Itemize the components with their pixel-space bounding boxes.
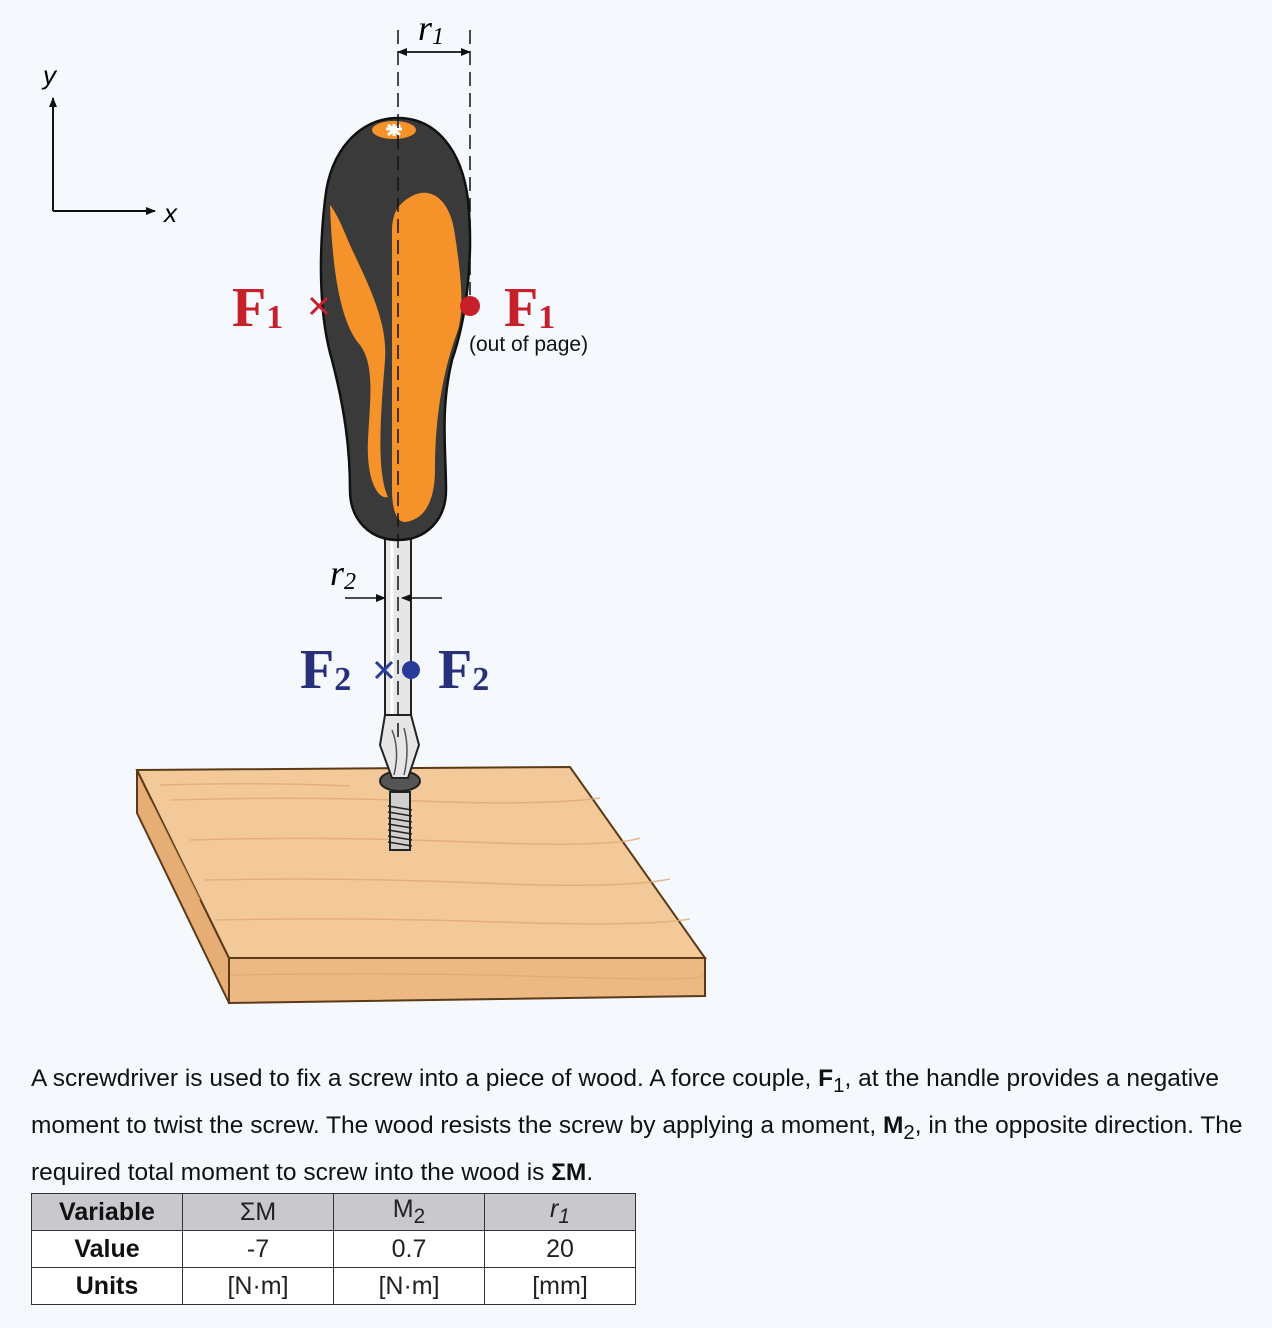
value-r1: 20 [485,1231,636,1268]
value-sum-moment: -7 [183,1231,334,1268]
f1-out-of-page-dot [460,296,480,316]
variables-table [31,1193,636,1305]
unit-r1: [mm] [485,1268,636,1305]
wood-board [137,767,705,1003]
var-sum-moment: ΣM [183,1194,334,1231]
f2-right-label: F2 [438,639,490,701]
table-row [32,1231,636,1268]
var-m2: $M_2$ [334,1194,485,1231]
r1-label: r1 [418,8,445,50]
problem-statement: A screwdriver is used to fix a screw into a piece of wood. A force couple, $F_1$, at the handle provides a negative moment to twist the screw. The wood resists the screw by applying a moment, $M_2$, in the opposite direction. The required total moment to screw into the wood is ΣM. [31,1065,1243,1186]
f2-left-label: F2 [300,639,352,701]
table-row [32,1268,636,1305]
f1-left-label: F1 [232,277,284,339]
unit-m2: [N·m] [334,1268,485,1305]
y-axis-label: y [43,60,56,90]
row-header-variable: Variable [32,1194,183,1231]
f2-out-of-page-dot [402,661,420,679]
row-header-value: Value [32,1231,183,1268]
var-r1: $r_1$ [485,1194,636,1231]
f1-out-of-page-note: (out of page) [469,333,589,356]
table-row [32,1194,636,1231]
row-header-units: Units [32,1268,183,1305]
coordinate-axes [41,60,178,228]
f1-right-label: F1 [504,277,556,339]
unit-sum-moment: [N·m] [183,1268,334,1305]
r1-dimension [398,8,470,52]
screwdriver-handle [321,118,470,540]
screwdriver-shaft [380,525,419,778]
r2-label: r2 [330,553,357,595]
value-m2: 0.7 [334,1231,485,1268]
x-axis-label: x [164,198,177,228]
